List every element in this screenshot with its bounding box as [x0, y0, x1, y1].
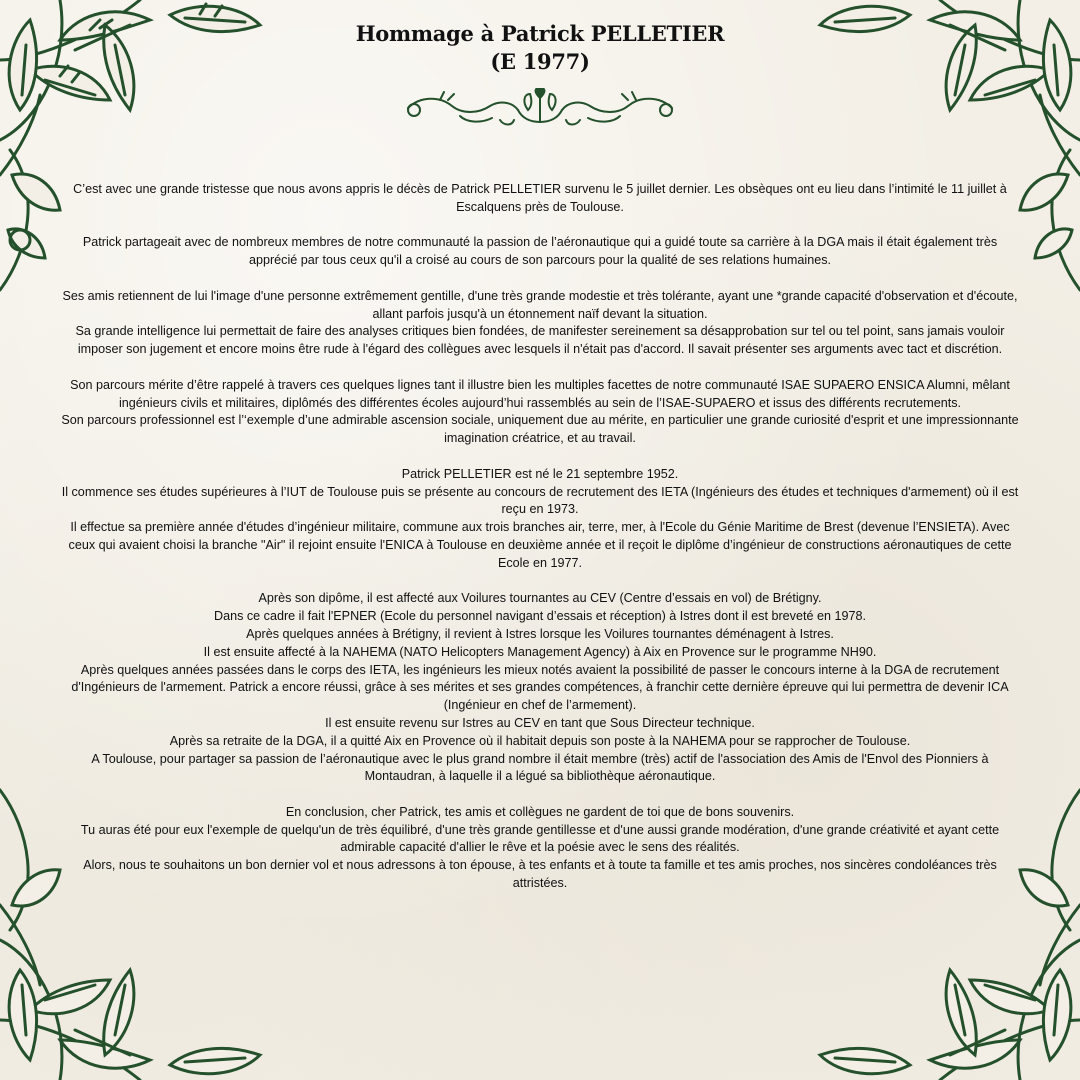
text-line: Ses amis retiennent de lui l'image d'une personne extrêmement gentille, d'une très grande modestie et très tolérante, ayant une *grande capacité d'observation et d'écoute, allant parfois jusqu'à un étonnement naïf devant la situation. [62, 288, 1018, 321]
text-line: Dans ce cadre il fait l'EPNER (Ecole du personnel navigant d’essais et réception) à Istres dont il est breveté en 1978. [213, 609, 867, 624]
text-line: Il commence ses études supérieures à l’IUT de Toulouse puis se présente au concours de recrutement des IETA (Ingénieurs des études et techniques d'armement) où il est reçu en 1973. [61, 484, 1019, 517]
text-line: Après sa retraite de la DGA, il a quitté Aix en Provence où il habitait depuis son poste à la NAHEMA pour se rapprocher de Toulouse. [169, 733, 911, 748]
paragraph-conclusion [58, 804, 1022, 893]
paragraph-passion [58, 234, 1022, 270]
text-line: Patrick PELLETIER est né le 21 septembre 1952. [401, 466, 679, 481]
paragraph-announcement [58, 181, 1022, 217]
paragraph-education [58, 466, 1022, 573]
text-line: Son parcours mérite d’être rappelé à travers ces quelques lignes tant il illustre bien les multiples facettes de notre communauté ISAE SUPAERO ENSICA Alumni, mêlant ingénieurs civils et militaires, diplômés des différentes écoles aujourd’hui rassemblés au sein de l’ISAE-SUPAERO et issus des différents recrutements. [70, 377, 1010, 410]
text-line: Tu auras été pour eux l'exemple de quelqu'un de très équilibré, d'une très grande gentillesse et d'une aussi grande modération, d'une grande créativité et ayant cette admirable capacité d'allier le rêve et la poésie avec le sens des réalités. [80, 822, 1000, 855]
text-line: C’est avec une grande tristesse que nous avons appris le décès de Patrick PELLETIER survenu le 5 juillet dernier. Les obsèques ont eu lieu dans l’intimité le 11 juillet à Escalquens près de Toulouse. [73, 182, 1007, 214]
text-line: Il est ensuite revenu sur Istres au CEV en tant que Sous Directeur technique. [325, 715, 755, 730]
text-line: Après son dipôme, il est affecté aux Voilures tournantes au CEV (Centre d’essais en vol) de Brétigny. [258, 591, 822, 606]
text-line: Il effectue sa première année d'études d’ingénieur militaire, commune aux trois branches air, terre, mer, à l'Ecole du Génie Maritime de Brest (devenue l’ENSIETA). Avec ceux qui avaient choisi la branche "Air" il rejoint ensuite l'ENICA à Toulouse en deuxième année et il reçoit le diplôme d’ingénieur de constructions aéronautiques de cette Ecole en 1977. [68, 520, 1012, 570]
tribute-text [58, 181, 1022, 893]
title-line-promotion: (E 1977) [490, 49, 590, 74]
text-line: Sa grande intelligence lui permettait de faire des analyses critiques bien fondées, de manifester sereinement sa désapprobation sur tel ou tel point, sans jamais vouloir imposer son jugement et encore moins être rude à l'égard des collègues avec lesquels il n'était pas d'accord. Il savait présenter ses arguments avec tact et discrétion. [75, 324, 1005, 357]
paragraph-career-intro [58, 377, 1022, 448]
page-title [0, 20, 1080, 76]
paragraph-personality [58, 288, 1022, 359]
text-line: En conclusion, cher Patrick, tes amis et collègues ne gardent de toi que de bons souvenirs. [285, 804, 795, 819]
text-line: Patrick partageait avec de nombreux membres de notre communauté la passion de l’aéronautique qui a guidé toute sa carrière à la DGA mais il était également très apprécié par tous ceux qu'il a croisé au cours de son parcours pour la qualité de ses relations humaines. [82, 235, 998, 268]
text-line: Il est ensuite affecté à la NAHEMA (NATO Helicopters Management Agency) à Aix en Provence sur le programme NH90. [203, 644, 877, 659]
text-line: Après quelques années passées dans le corps des IETA, les ingénieurs les mieux notés avaient la possibilité de passer le concours interne à la DGA de recrutement d'Ingénieurs de l'armement. Patrick a encore réussi, grâce à ses mérites et ses grandes compétences, à franchir cette dernière épreuve qui lui permettra de devenir ICA (Ingénieur en chef de l’armement). [71, 662, 1009, 713]
paragraph-career [58, 590, 1022, 786]
floral-divider-icon [400, 88, 680, 130]
text-line: A Toulouse, pour partager sa passion de l’aéronautique avec le plus grand nombre il était membre (très) actif de l'association des Amis de l'Envol des Pionniers à Montaudran, à laquelle il a légué sa bibliothèque aéronautique. [91, 751, 989, 784]
title-line-name: Hommage à Patrick PELLETIER [355, 21, 725, 46]
text-line: Son parcours professionnel est l’‘exemple d’une admirable ascension sociale, uniquement due au mérite, en particulier une grande curiosité d'esprit et une impressionnante imagination créatrice, et au travail. [61, 413, 1019, 446]
text-line: Alors, nous te souhaitons un bon dernier vol et nous adressons à ton épouse, à tes enfants et à toute ta famille et tes amis proches, nos sincères condoléances très attristées. [83, 858, 997, 891]
text-line: Après quelques années à Brétigny, il revient à Istres lorsque les Voilures tournantes déménagent à Istres. [246, 626, 834, 641]
